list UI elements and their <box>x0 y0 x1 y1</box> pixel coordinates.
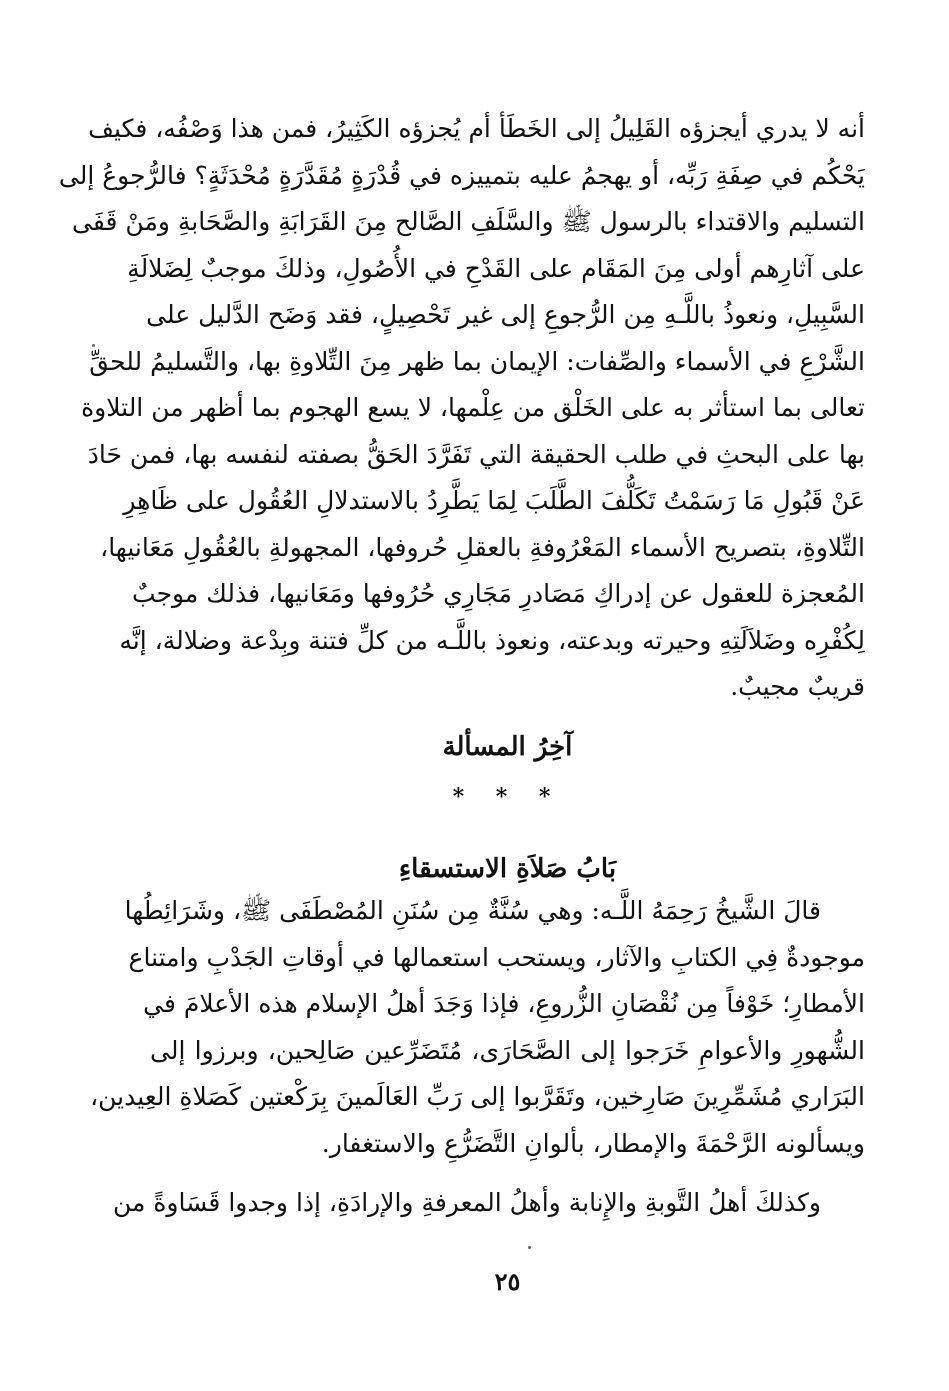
paragraph-3 <box>112 1180 865 1227</box>
text-line: وكذلكَ أهلُ التَّوبةِ والإِنابة وأهلُ المعرفةِ والإرادَةِ، إذا وجدوا قَسَاوةً من <box>112 1188 821 1217</box>
text-line: يَحْكُم في صِفَةِ رَبِّه، أو يهجمُ عليه بتمييزه في قُدْرَةٍ مُقَدَّرَةٍ مُحْدَثَةٍ؟ فالرُّجوعُ إلى <box>58 160 865 190</box>
text-line: البَرَاري مُشَمِّرِينَ صَارِخين، وتَقَرَّبوا إلى رَبِّ العَالَمينَ بِرَكْعتين كَصَلاةِ العِيدين، <box>90 1082 865 1111</box>
text-line: ويسألونه الرَّحْمَةَ والإمطار، بألوانِ التَّضَرُّعِ والاستغفار. <box>321 1128 865 1158</box>
text-line: عَنْ قَبُولِ مَا رَسَمْتُ تَكَلُّفَ الطَّلَبَ لِمَا يَطَّرِدُ بالاستدلالِ العُقُول على ظَاهِرِ <box>123 486 865 515</box>
text-line: المُعجزة للعقول عن إدراكِ مَصَادرِ مَجَارِي حُرُوفها ومَعَانيها، فذلك موجبٌ <box>132 579 865 608</box>
text-line: الشَّرْعِ في الأسماء والصِّفات: الإيمان بما ظهر مِنَ التِّلاوةِ بها، والتَّسليمُ للحقِّ <box>89 346 865 376</box>
text-line: لِكُفْرِه وضَلاَلَتِهِ وحيرته وبدعته، ونعوذ باللَّـه من كلِّ فتنة وبِدْعة وضلالة، إنَّه <box>119 625 865 655</box>
text-line: موجودةٌ فِي الكتابِ والآثار، ويستحب استعمالها في أوقاتِ الجَدْبِ وامتناع <box>128 942 865 972</box>
text-line: السَّبِيلِ، ونعوذُ باللَّـهِ مِن الرُّجوعِ إلى غير تَحْصِيلٍ، فقد وَضَح الدَّليل على <box>146 300 865 329</box>
text-line: قريبٌ مجيبٌ. <box>730 672 865 701</box>
text-line: الشُّهورِ والأعوامِ خَرَجوا إلى الصَّحَارَى، مُتَضَرِّعين صَالِحين، وبرزوا إلى <box>150 1035 865 1065</box>
paragraph-1 <box>58 106 865 711</box>
text-line: بها على البحثِ في طلب الحقيقة التي تَفَرَّدَ الحَقُّ بصفته لنفسه بها، فمن حَادَ <box>87 439 865 469</box>
text-line: التسليم والاقتداء بالرسول ﷺ والسَّلَفِ الصَّالح مِنَ القَرَابَةِ والصَّحَابةِ ومَنْ قَفَى <box>72 207 865 236</box>
asterism-separator: * * * <box>452 784 563 810</box>
scan-speck <box>528 1246 531 1249</box>
section-end-title: آخِرُ المسألة <box>442 732 573 762</box>
text-line: الأمطارِ؛ خَوْفاً مِن نُقْصَانِ الزُّروعِ، فإذا وَجَدَ أهلُ الإسلام هذه الأعلامَ في <box>143 989 865 1018</box>
text-line: تعالى بما استأثر به على الخَلْق من عِلْمها، لا يسع الهجوم بما أظهر من التلاوة <box>81 393 865 422</box>
page-number: ٢٥ <box>494 1267 521 1296</box>
text-line: أنه لا يدري أيجزؤه القَلِيلُ إلى الخَطَأ أم يُجزؤه الكَثِيرُ، فمن هذا وَصْفُه، فكيف <box>88 114 865 143</box>
paragraph-2 <box>90 888 865 1167</box>
text-line: قالَ الشَّيخُ رَحِمَهُ اللَّـه: وهي سُنَّةٌ مِن سُنَنِ المُصْطَفَى ﷺ، وشَرَائِطُها <box>124 896 821 925</box>
text-line: على آثارِهم أولى مِنَ المَقَام على القَدْحِ في الأُصُولِ، وذلكَ موجبٌ لِضَلالَةِ <box>127 253 865 283</box>
scan-speck <box>92 344 95 347</box>
text-line: التِّلاوةِ، بتصريح الأسماء المَعْرُوفةِ بالعقلِ حُروفها، المجهولةِ بالعُقُولِ مَعَانيها، <box>100 532 865 562</box>
chapter-title: بَابُ صَلاَةِ الاستسقاءِ <box>398 854 617 884</box>
